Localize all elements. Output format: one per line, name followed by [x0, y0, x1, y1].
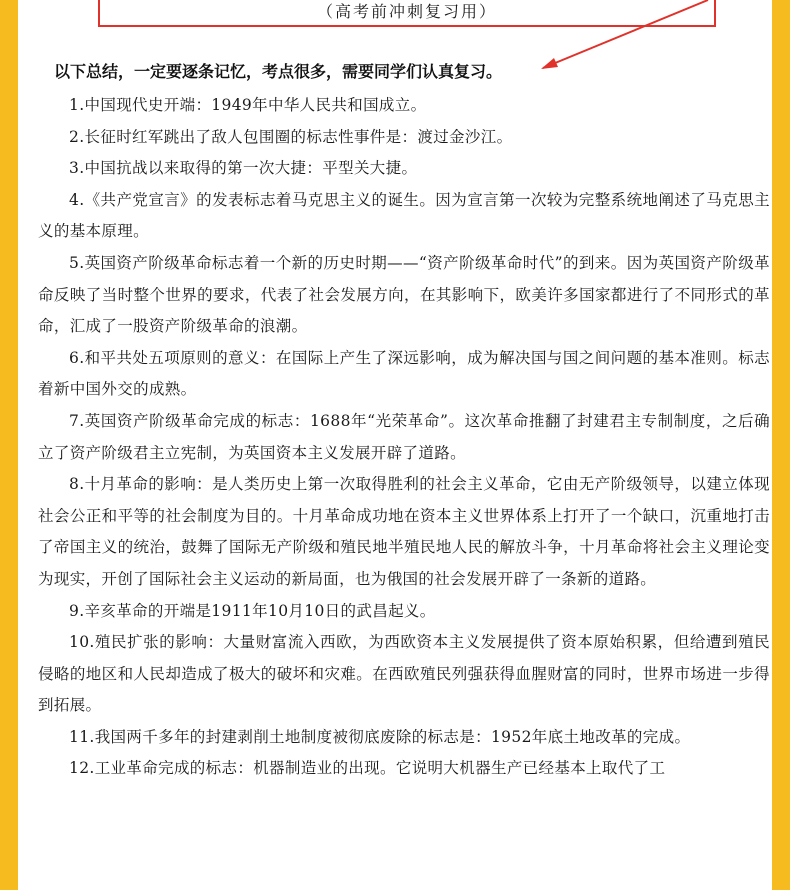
summary-item-5: 5.英国资产阶级革命标志着一个新的历史时期——“资产阶级革命时代”的到来。因为英国资产阶级革命反映了当时整个世界的要求，代表了社会发展方向，在其影响下，欧美许多国家都进行了不同形式的革命，汇成了一股资产阶级革命的浪潮。: [38, 253, 770, 336]
summary-item-3: 3.中国抗战以来取得的第一次大捷：平型关大捷。: [69, 159, 418, 178]
intro-note: 以下总结，一定要逐条记忆，考点很多，需要同学们认真复习。: [54, 62, 503, 81]
summary-item-12: 12.工业革命完成的标志：机器制造业的出现。它说明大机器生产已经基本上取代了工: [69, 759, 666, 778]
summary-item-1: 1.中国现代史开端：1949年中华人民共和国成立。: [69, 96, 427, 114]
summary-item-7: 7.英国资产阶级革命完成的标志：1688年“光荣革命”。这次革命推翻了封建君主专制制度，之后确立了资产阶级君主立宪制，为英国资本主义发展开辟了道路。: [38, 411, 770, 462]
summary-item-9: 9.辛亥革命的开端是1911年10月10日的武昌起义。: [69, 601, 436, 620]
document-page: [18, 0, 772, 890]
summary-list: [38, 90, 770, 785]
summary-item-11: 11.我国两千多年的封建剥削土地制度被彻底废除的标志是：1952年底土地改革的完成。: [69, 727, 691, 746]
summary-item-10: 10.殖民扩张的影响：大量财富流入西欧，为西欧资本主义发展提供了资本原始积累，但给遭到殖民侵略的地区和人民却造成了极大的破坏和灾难。在西欧殖民列强获得血腥财富的同时，世界市场进一步得到拓展。: [38, 633, 770, 715]
summary-item-6: 6.和平共处五项原则的意义：在国际上产生了深远影响，成为解决国与国之间问题的基本准则。标志着新中国外交的成熟。: [38, 348, 770, 399]
exam-banner: （高考前冲刺复习用）: [98, 0, 716, 27]
summary-item-4: 4.《共产党宣言》的发表标志着马克思主义的诞生。因为宣言第一次较为完整系统地阐述了马克思主义的基本原理。: [38, 190, 770, 241]
summary-item-2: 2.长征时红军跳出了敌人包围圈的标志性事件是：渡过金沙江。: [69, 127, 513, 146]
summary-item-8: 8.十月革命的影响：是人类历史上第一次取得胜利的社会主义革命，它由无产阶级领导，以建立体现社会公正和平等的社会制度为目的。十月革命成功地在资本主义世界体系上打开了一个缺口，沉重地打击了帝国主义的统治，鼓舞了国际无产阶级和殖民地半殖民地人民的解放斗争，十月革命将社会主义理论变为现实，开创了国际社会主义运动的新局面，也为俄国的社会发展开辟了一条新的道路。: [38, 475, 770, 588]
